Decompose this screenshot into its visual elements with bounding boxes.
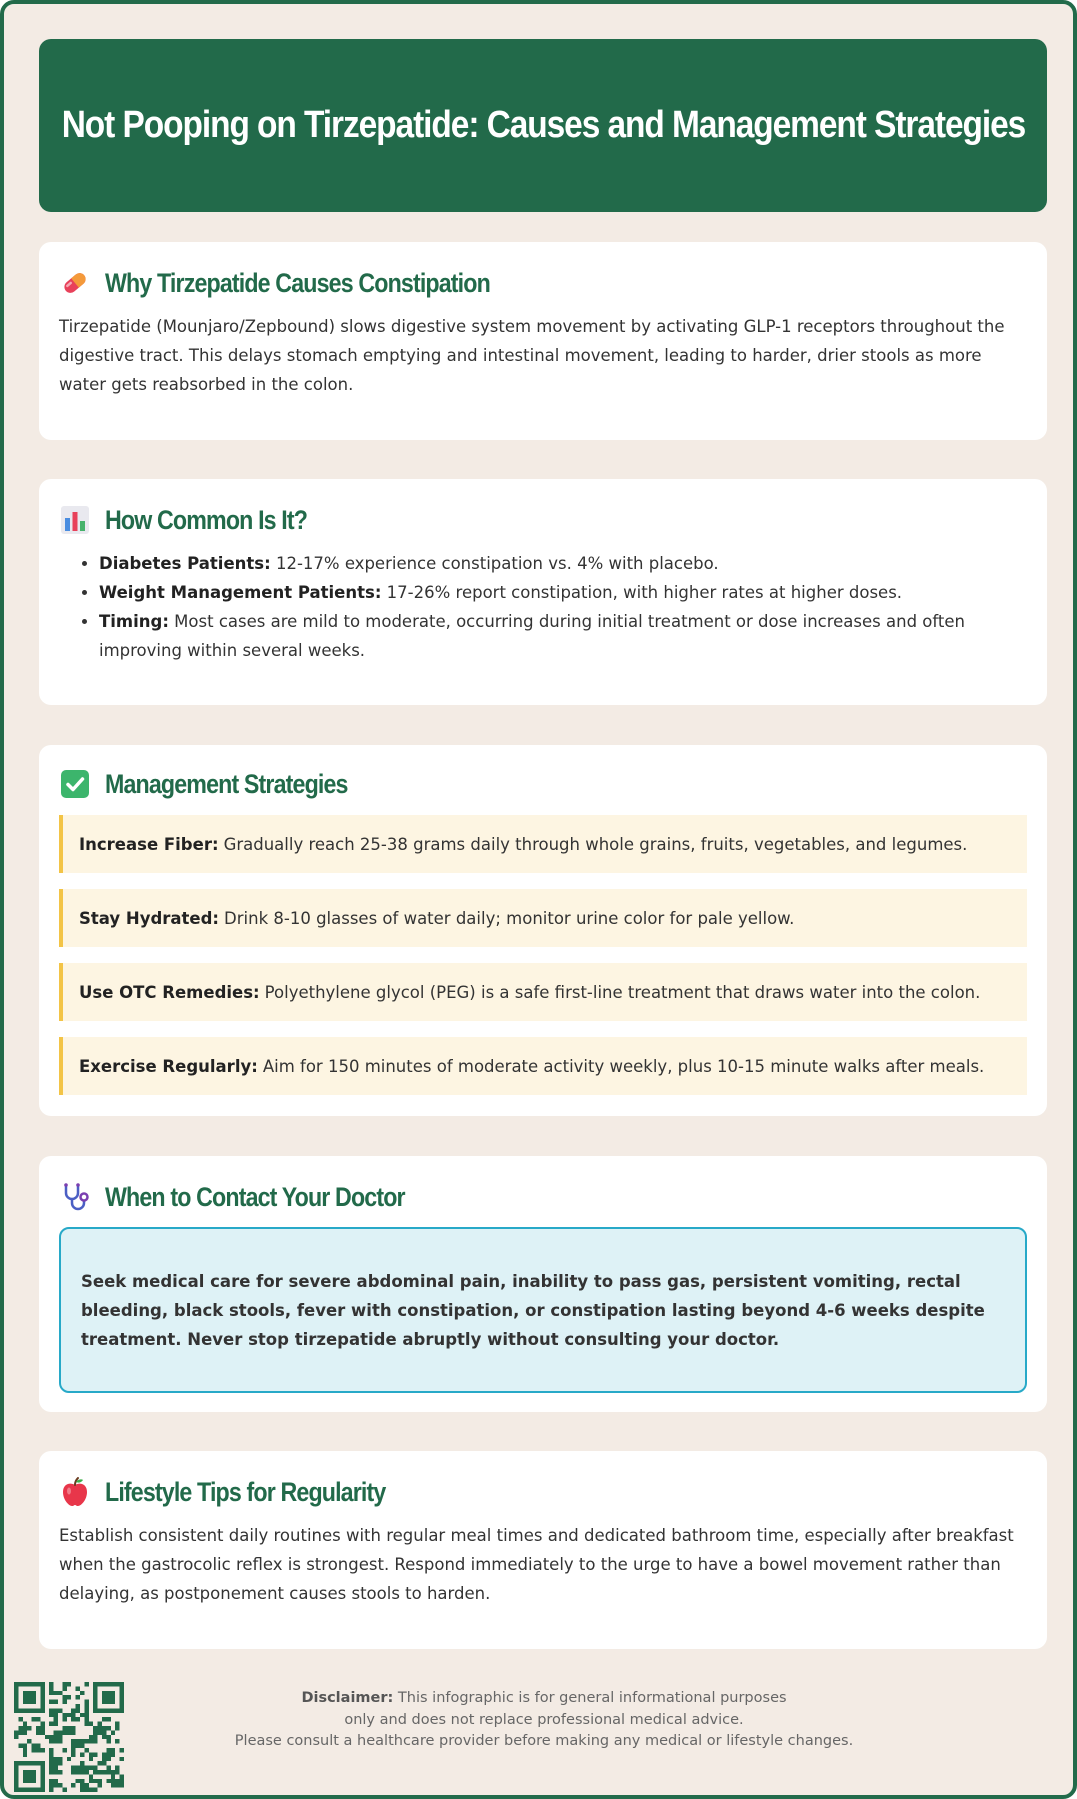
common-list <box>59 549 1027 665</box>
doctor-alert-box <box>59 1227 1027 1393</box>
bar-chart-icon <box>59 504 91 536</box>
lifestyle-heading-row <box>59 1475 1027 1509</box>
doctor-card <box>39 1156 1047 1412</box>
checkmark-icon <box>59 768 91 800</box>
disclaimer <box>124 1688 964 1753</box>
list-item <box>99 578 1027 607</box>
strategy-text: Polyethylene glycol (PEG) is a safe first-line treatment that draws water into the colon. <box>264 982 981 1002</box>
lifestyle-heading: Lifestyle Tips for Regularity <box>105 1476 386 1507</box>
lifestyle-card <box>39 1451 1047 1649</box>
page-title: Not Pooping on Tirzepatide: Causes and Management Strategies <box>61 104 1025 146</box>
disclaimer-line-2: only and does not replace professional medical advice. <box>344 1711 744 1728</box>
apple-icon <box>59 1476 91 1508</box>
common-card <box>39 479 1047 705</box>
disclaimer-label: Disclaimer: <box>301 1690 394 1706</box>
common-heading-row <box>59 503 1027 537</box>
strategy-text: Aim for 150 minutes of moderate activity weekly, plus 10-15 minute walks after meals. <box>262 1056 985 1076</box>
disclaimer-line-1 <box>124 1688 964 1710</box>
strategy-item <box>59 963 1027 1021</box>
strategy-label: Use OTC Remedies: <box>79 982 260 1002</box>
item-label: Weight Management Patients: <box>99 583 382 602</box>
qr-code <box>14 1682 124 1792</box>
item-label: Timing: <box>99 612 169 631</box>
strategy-item <box>59 1037 1027 1095</box>
strategy-item <box>59 889 1027 947</box>
item-text: 12-17% experience constipation vs. 4% with placebo. <box>275 554 719 573</box>
why-text: Tirzepatide (Mounjaro/Zepbound) slows digestive system movement by activating GLP-1 receptors throughout the digestive tract. This delays stomach emptying and intestinal movement, leading to harder, drier stools as more water gets reabsorbed in the colon. <box>59 317 1005 394</box>
disclaimer-text-1: This infographic is for general informational purposes <box>397 1690 787 1706</box>
doctor-heading-row <box>59 1180 1027 1214</box>
common-heading: How Common Is It? <box>105 504 308 535</box>
lifestyle-text: Establish consistent daily routines with regular meal times and dedicated bathroom time, especially after breakfast when the gastrocolic reflex is strongest. Respond immediately to the urge to have a bowel movement rather than delaying, as postponement causes stools to harden. <box>59 1526 1014 1603</box>
list-item <box>99 549 1027 578</box>
stethoscope-icon <box>59 1181 91 1213</box>
list-item <box>99 607 1027 665</box>
strategy-item <box>59 815 1027 873</box>
title-banner <box>39 39 1047 212</box>
strategy-label: Exercise Regularly: <box>79 1056 258 1076</box>
why-heading-row <box>59 266 1027 300</box>
management-card <box>39 745 1047 1116</box>
pill-icon <box>59 267 91 299</box>
strategy-text: Gradually reach 25-38 grams daily through whole grains, fruits, vegetables, and legumes. <box>223 834 968 854</box>
doctor-heading: When to Contact Your Doctor <box>105 1181 405 1212</box>
item-label: Diabetes Patients: <box>99 554 271 573</box>
disclaimer-line-3: Please consult a healthcare provider before making any medical or lifestyle changes. <box>234 1733 854 1749</box>
management-heading-row <box>59 767 1027 801</box>
strategy-label: Stay Hydrated: <box>79 908 220 928</box>
management-heading: Management Strategies <box>105 768 348 799</box>
item-text: 17-26% report constipation, with higher rates at higher doses. <box>386 583 903 602</box>
why-heading: Why Tirzepatide Causes Constipation <box>105 267 490 298</box>
strategy-label: Increase Fiber: <box>79 834 219 854</box>
doctor-alert-text: Seek medical care for severe abdominal pain, inability to pass gas, persistent vomiting, rectal bleeding, black stools, fever with constipation, or constipation lasting beyond 4-6 weeks despite treatment. Never stop tirzepatide abruptly without consulting your doctor. <box>81 1271 985 1349</box>
strategy-text: Drink 8-10 glasses of water daily; monitor urine color for pale yellow. <box>224 908 795 928</box>
strategy-list <box>59 815 1027 1095</box>
item-text: Most cases are mild to moderate, occurring during initial treatment or dose increases and often improving within several weeks. <box>99 612 965 660</box>
why-card <box>39 242 1047 440</box>
